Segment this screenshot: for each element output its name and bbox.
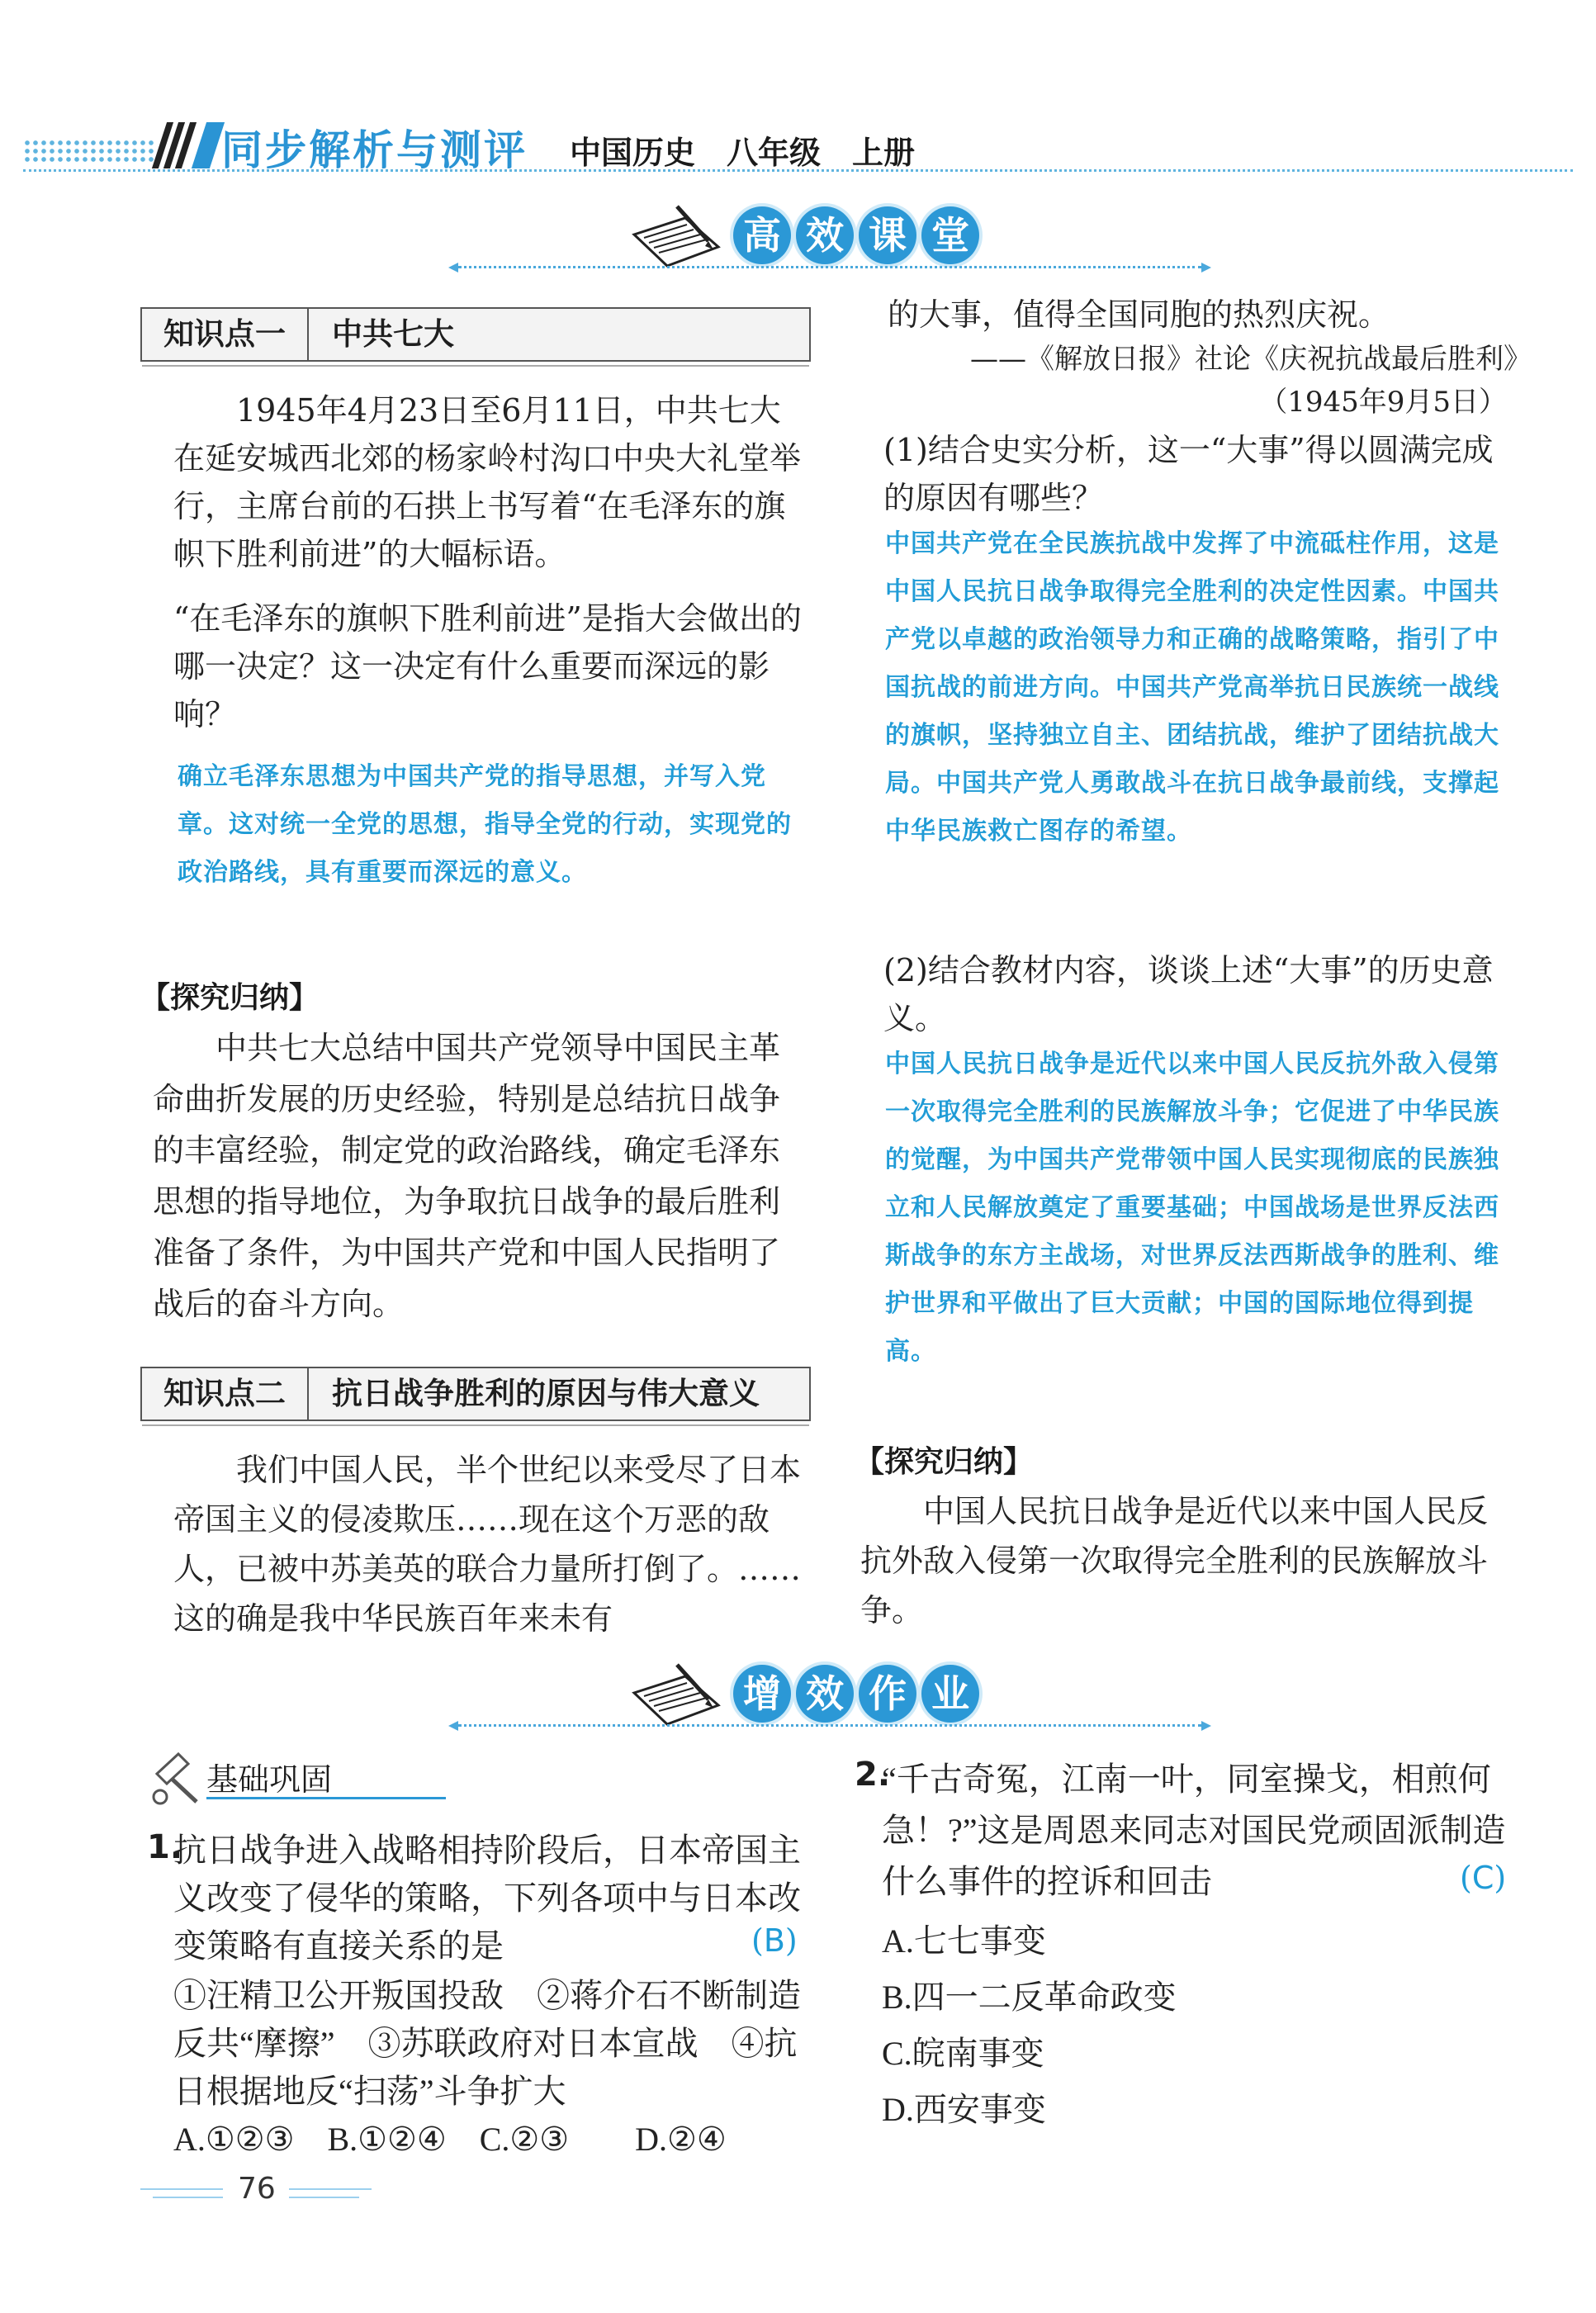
basic-title-underline — [206, 1797, 446, 1799]
banner-char: 高 — [733, 206, 791, 264]
hammer-icon — [149, 1749, 206, 1807]
q2-option-c: C.皖南事变 — [882, 2035, 1044, 2072]
k2-answer-2: 中国人民抗日战争是近代以来中国人民反抗外敌入侵第一次取得完全胜利的民族解放斗争；它促进了中华民族的觉醒，为中国共产党带领中国人民实现彻底的民族独立和人民解放奠定了重要基础；中国战场是世界反法西斯战争的东方主战场，对世界反法西斯战争的胜利、维护世界和平做出了巨大贡献；中国的国际地位得到提高。 — [885, 1050, 1499, 1366]
q1-stem-text: 抗日战争进入战略相持阶段后，日本帝国主义改变了侵华的策略，下列各项中与日本改变策略有直接关系的是 — [173, 1832, 801, 1965]
k1-summary-title: 【探究归纳】 — [140, 981, 320, 1015]
page-number-line — [289, 2188, 372, 2190]
q1-answer: (B) — [751, 1922, 798, 1959]
banner-char: 效 — [796, 206, 854, 264]
page-number-line — [153, 2197, 223, 2198]
banner-char: 增 — [733, 1665, 791, 1723]
k2-summary-title: 【探究归纳】 — [855, 1445, 1034, 1479]
k2-summary: 中国人民抗日战争是近代以来中国人民反抗外敌入侵第一次取得完全胜利的民族解放斗争。 — [860, 1493, 1489, 1628]
q2-option-a: A.七七事变 — [882, 1922, 1046, 1960]
q1-options: A.①②③ B.①②④ C.②③ D.②④ — [173, 2121, 727, 2158]
q1-stem — [173, 1827, 813, 1970]
q2-answer-letter: C — [1471, 1860, 1494, 1896]
k2-source-date: （1945年9月5日） — [1259, 386, 1507, 419]
k2-source: ——《解放日报》社论《庆祝抗战最后胜利》 — [970, 343, 1532, 376]
book-logo-icon — [153, 122, 220, 168]
k2-question-2: (2)结合教材内容，谈谈上述“大事”的历史意义。 — [883, 952, 1494, 1036]
page-number: 76 — [238, 2172, 276, 2206]
q2-option-d: D.西安事变 — [882, 2091, 1046, 2128]
banner-rule — [458, 1724, 1201, 1727]
banner-char: 效 — [796, 1665, 854, 1723]
notebook-pen-icon — [628, 1660, 727, 1734]
k2-answer-1: 中国共产党在全民族抗战中发挥了中流砥柱作用，这是中国人民抗日战争取得完全胜利的决定性因素。中国共产党以卓越的政治领导力和正确的战略策略，指引了中国抗战的前进方向。中国共产党高举抗日民族统一战线的旗帜，坚持独立自主、团结抗战，维护了团结抗战大局。中国共产党人勇敢战斗在抗日战争最前线，支撑起中华民族救亡图存的希望。 — [885, 529, 1499, 846]
banner-char: 作 — [859, 1665, 916, 1723]
k1-material: 1945年4月23日至6月11日，中共七大在延安城西北郊的杨家岭村沟口中央大礼堂举行，主席台前的石拱上书写着“在毛泽东的旗帜下胜利前进”的大幅标语。 — [173, 392, 802, 572]
notebook-pen-icon — [628, 201, 727, 276]
knowledge-box-2 — [140, 1367, 811, 1421]
banner-rule — [458, 266, 1201, 268]
q2-number: 2. — [855, 1756, 891, 1794]
q2-stem: “千古奇冤，江南一叶，同室操戈，相煎何急！?”这是周恩来同志对国民党顽固派制造什么事件的控诉和回击 — [882, 1761, 1506, 1900]
knowledge-label: 知识点二 — [142, 1368, 309, 1420]
q2-answer: (C) — [1460, 1860, 1507, 1896]
banner-char: 堂 — [921, 206, 979, 264]
banner-char: 课 — [859, 206, 916, 264]
knowledge-title: 抗日战争胜利的原因与伟大意义 — [332, 1376, 760, 1411]
k1-summary: 中共七大总结中国共产党领导中国民主革命曲折发展的历史经验，特别是总结抗日战争的丰富经验，制定党的政治路线，确定毛泽东思想的指导地位，为争取抗日战争的最后胜利准备了条件，为中国共产党和中国人民指明了战后的奋斗方向。 — [153, 1030, 781, 1322]
knowledge-label: 知识点一 — [142, 309, 309, 360]
header-subject: 中国历史 八年级 上册 — [570, 135, 916, 171]
k2-material-left: 我们中国人民，半个世纪以来受尽了日本帝国主义的侵凌欺压……现在这个万恶的敌人，已被中苏美英的联合力量所打倒了。……这的确是我中华民族百年来未有 — [173, 1452, 802, 1637]
k1-question: “在毛泽东的旗帜下胜利前进”是指大会做出的哪一决定？这一决定有什么重要而深远的影响？ — [173, 600, 802, 732]
section-banner-gaoxiao — [628, 195, 1007, 277]
header-rule — [23, 169, 1573, 172]
k2-material-right: 的大事，值得全国同胞的热烈庆祝。 — [888, 296, 1390, 333]
basic-title: 基础巩固 — [206, 1761, 333, 1798]
knowledge-title: 中共七大 — [332, 316, 454, 352]
q1-number: 1. — [147, 1828, 183, 1866]
k2-question-1: (1)结合史实分析，这一“大事”得以圆满完成的原因有哪些？ — [883, 432, 1494, 516]
q2-option-b: B.四一二反革命政变 — [882, 1979, 1177, 2016]
k1-answer: 确立毛泽东思想为中国共产党的指导思想，并写入党章。这对统一全党的思想，指导全党的行动，实现党的政治路线，具有重要而深远的意义。 — [178, 762, 792, 887]
q1-items: ①汪精卫公开叛国投敌 ②蒋介石不断制造反共“摩擦” ③苏联政府对日本宣战 ④抗日根据地反“扫荡”斗争扩大 — [173, 1977, 801, 2110]
banner-char: 业 — [921, 1665, 979, 1723]
header-brand: 同步解析与测评 — [221, 126, 528, 174]
q1-answer-letter: B — [763, 1922, 785, 1959]
page-number-line — [289, 2197, 359, 2198]
section-banner-zengxiao — [628, 1653, 1007, 1736]
knowledge-box-1 — [140, 307, 811, 362]
header-dots — [23, 139, 155, 164]
page-number-line — [140, 2188, 223, 2190]
